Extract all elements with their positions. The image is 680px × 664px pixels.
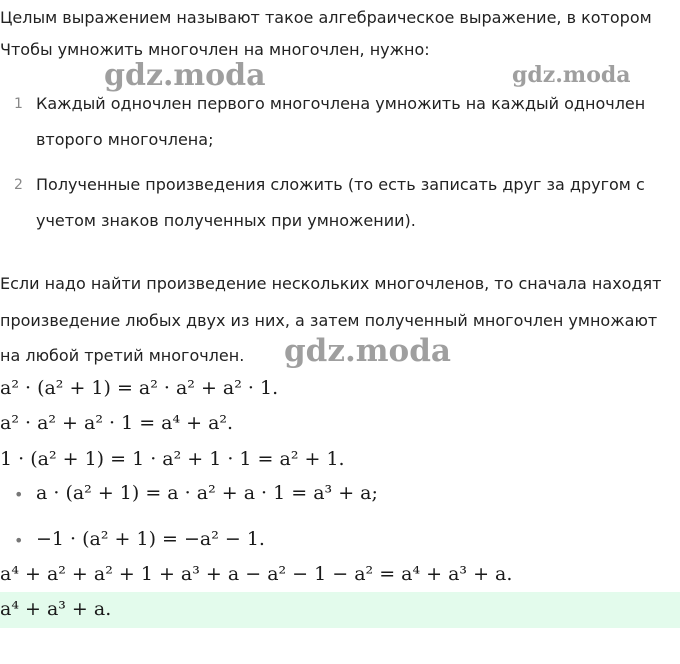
step-number: 1 <box>14 96 23 112</box>
step-text: учетом знаков полученных при умножении). <box>36 211 416 230</box>
watermark: gdz.moda <box>284 333 451 369</box>
equation-3: 1 · (a² + 1) = 1 · a² + 1 · 1 = a² + 1. <box>0 448 345 470</box>
equation-1: a² · (a² + 1) = a² · a² + a² · 1. <box>0 377 279 399</box>
text-line-2: Чтобы умножить многочлен на многочлен, нужно: <box>0 40 430 59</box>
paragraph-line: Если надо найти произведение нескольких многочленов, то сначала находят <box>0 274 662 293</box>
paragraph-line: на любой третий многочлен. <box>0 346 245 365</box>
step-text: Полученные произведения сложить (то есть записать друг за другом с <box>36 175 645 194</box>
bullet-icon: • <box>14 531 24 550</box>
text-line-1: Целым выражением называют такое алгебраическое выражение, в котором <box>0 8 652 27</box>
equation-6: a⁴ + a² + a² + 1 + a³ + a − a² − 1 − a² = a⁴ + a³ + a. <box>0 563 513 585</box>
step-number: 2 <box>14 177 23 193</box>
equation-5: −1 · (a² + 1) = −a² − 1. <box>36 528 265 550</box>
answer-expression: a⁴ + a³ + a. <box>0 598 112 620</box>
step-text: второго многочлена; <box>36 130 214 149</box>
watermark: gdz.moda <box>512 62 631 88</box>
equation-2: a² · a² + a² · 1 = a⁴ + a². <box>0 412 234 434</box>
watermark: gdz.moda <box>104 58 266 93</box>
bullet-icon: • <box>14 485 24 504</box>
step-text: Каждый одночлен первого многочлена умножить на каждый одночлен <box>36 94 646 113</box>
equation-4: a · (a² + 1) = a · a² + a · 1 = a³ + a; <box>36 482 378 504</box>
paragraph-line: произведение любых двух из них, а затем полученный многочлен умножают <box>0 311 658 330</box>
